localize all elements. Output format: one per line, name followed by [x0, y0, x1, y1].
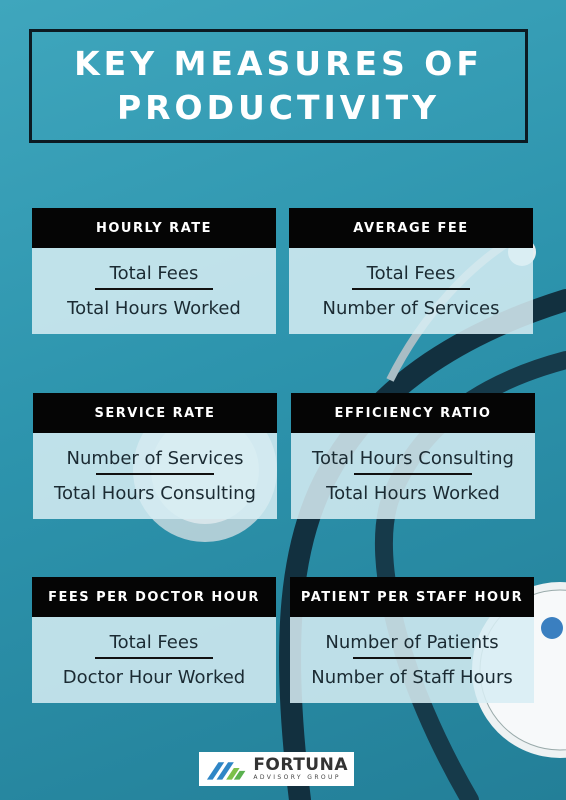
- page-title-line-2: PRODUCTIVITY: [116, 88, 441, 127]
- formula-denominator: Total Hours Consulting: [54, 483, 256, 504]
- formula-numerator: Total Fees: [109, 263, 199, 284]
- card-header: PATIENT PER STAFF HOUR: [290, 577, 534, 617]
- card-formula: [289, 248, 533, 334]
- card-formula: [32, 248, 276, 334]
- card-formula: [33, 433, 277, 519]
- card-fees-per-doctor-hour: [32, 577, 276, 703]
- fortuna-logo: [199, 752, 354, 786]
- logo-name: FORTUNA: [253, 755, 348, 775]
- card-efficiency-ratio: [291, 393, 535, 519]
- card-patient-per-staff-hour: [290, 577, 534, 703]
- formula-numerator: Total Hours Consulting: [312, 448, 514, 469]
- card-formula: [32, 617, 276, 703]
- formula-denominator: Total Hours Worked: [67, 298, 241, 319]
- card-formula: [290, 617, 534, 703]
- formula-numerator: Total Fees: [109, 632, 199, 653]
- card-service-rate: [33, 393, 277, 519]
- card-average-fee: [289, 208, 533, 334]
- formula-denominator: Doctor Hour Worked: [62, 667, 246, 688]
- formula-denominator: Total Hours Worked: [326, 483, 500, 504]
- card-formula: [291, 433, 535, 519]
- formula-denominator: Number of Staff Hours: [311, 667, 513, 688]
- formula-numerator: Number of Services: [66, 448, 244, 469]
- formula-numerator: Number of Patients: [325, 632, 499, 653]
- card-header: AVERAGE FEE: [289, 208, 533, 248]
- card-header: FEES PER DOCTOR HOUR: [32, 577, 276, 617]
- card-header: SERVICE RATE: [33, 393, 277, 433]
- card-header: HOURLY RATE: [32, 208, 276, 248]
- fortuna-mark-icon: [205, 756, 247, 782]
- formula-numerator: Total Fees: [366, 263, 456, 284]
- page-title-line-1: KEY MEASURES OF: [74, 44, 483, 83]
- logo-subtitle: ADVISORY GROUP: [253, 774, 341, 781]
- card-hourly-rate: [32, 208, 276, 334]
- title-box: [29, 29, 528, 143]
- card-header: EFFICIENCY RATIO: [291, 393, 535, 433]
- formula-denominator: Number of Services: [322, 298, 500, 319]
